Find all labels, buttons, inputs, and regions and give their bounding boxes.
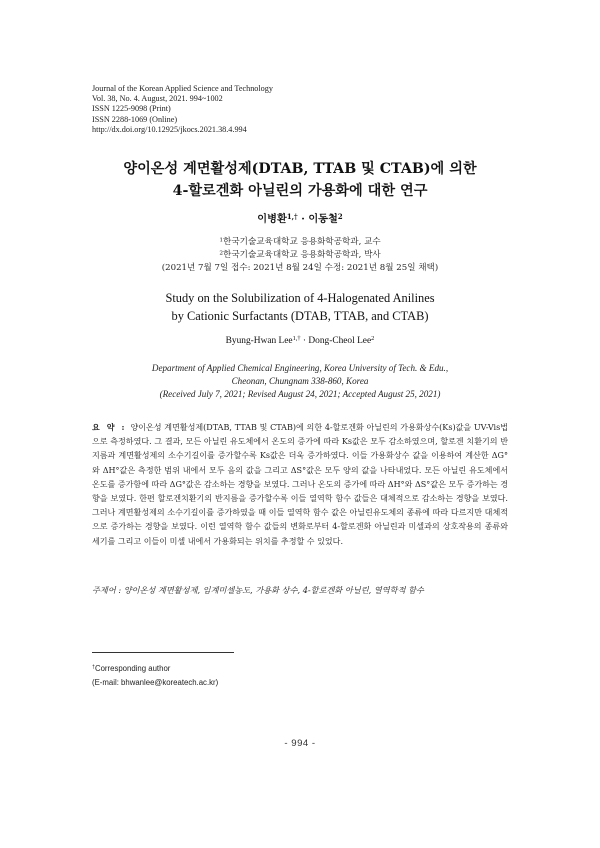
abstract: [92, 420, 508, 549]
journal-issn-print: ISSN 1225-9098 (Print): [92, 104, 171, 114]
affiliation-english: [0, 362, 600, 402]
journal-doi: http://dx.doi.org/10.12925/jkocs.2021.38.4.994: [92, 124, 247, 134]
abstract-text: 양이온성 계면활성제(DTAB, TTAB 및 CTAB)에 의한 4-할로겐화 아닐린의 가용화상수(Ks)값을 UV-Vis법으로 측정하였다. 그 결과, 모든 아닐린 유도체에서 온도의 증가에 따라 Ks값은 모두 감소하였으며, 할로겐 치환기의 반지름과 계면활성제의 소수기길이를 증가할수록 Ks값은 더욱 증가하였다. 이들 가용화상수 값을 이용하여 계산한 ΔG°와 ΔH°값은 측정한 범위 내에서 모두 음의 값을 그리고 ΔS°값은 모두 양의 값을 나타내었다. 모든 아닐린 유도체에서 온도를 증가함에 따라 ΔG°값은 감소하는 경향을 보였다. 그러나 온도의 증가에 따라 ΔH°와 ΔS°값은 모두 증가하는 경향을 보였다. 한편 할로겐치환기의 반지름을 증가할수록 이들 열역학 함수 값들은 대체적으로 감소하는 경향을 보였다. 그러나 계면활성제의 소수기길이를 증가하였을 때 이들 열역학 함수 값은 아닐린유도체의 종류에 따라 다르지만 대체적으로 증가하는 경향을 보였다. 이런 열역학 함수 값들의 변화로부터 4-할로겐화 아닐린과 미셀과의 상호작용의 종류와 세기를 그리고 이들이 미셀 내에서 가용화되는 위치를 추정할 수 있었다.: [92, 423, 508, 546]
author-english-2-sup: 2: [371, 335, 375, 343]
authors-korean: [0, 210, 600, 225]
title-korean: [0, 158, 600, 202]
affiliation-korean-1: [0, 236, 600, 249]
author-korean-1-sup: 1,†: [286, 211, 298, 221]
affiliation-1-num: 1: [219, 237, 224, 244]
page-number: - 994 -: [284, 738, 316, 749]
journal-issn-online: ISSN 2288-1069 (Online): [92, 114, 178, 124]
title-english: [0, 290, 600, 325]
affiliation-2-text: 한국기술교육대학교 응용화학공학과, 박사: [223, 250, 381, 261]
author-separator-en: ·: [300, 336, 309, 346]
abstract-label: 요 약 :: [92, 422, 127, 432]
footnote: [92, 662, 218, 689]
journal-name: Journal of the Korean Applied Science and Technology: [92, 84, 273, 93]
affiliations-korean: [0, 236, 600, 276]
title-english-line1: Study on the Solubilization of 4-Halogenated Anilines: [165, 291, 435, 305]
affiliation-1-text: 한국기술교육대학교 응용화학공학과, 교수: [223, 237, 381, 247]
author-separator: ·: [297, 213, 309, 225]
dagger-mark: †: [92, 664, 95, 671]
title-korean-line1: 양이온성 계면활성제(DTAB, TTAB 및 CTAB)에 의한: [123, 161, 477, 177]
corresponding-email: (E-mail: bhwanlee@koreatech.ac.kr): [92, 677, 219, 687]
dates-english: (Received July 7, 2021; Revised August 24, 2021; Accepted August 25, 2021): [159, 389, 441, 400]
dates-korean: (2021년 7월 7일 접수: 2021년 8월 24일 수정: 2021년 8월 25일 채택): [161, 263, 439, 274]
author-korean-1: 이병환: [257, 213, 287, 225]
affiliation-english-line1: Department of Applied Chemical Engineering, Korea University of Tech. & Edu.,: [151, 363, 449, 373]
keywords: 주제어 : 양이온성 계면활성제, 임계미셀농도, 가용화 상수, 4-할로겐화 아닐린, 열역학적 함수: [92, 585, 424, 595]
journal-header: [92, 84, 273, 135]
title-english-line2: by Cationic Surfactants (DTAB, TTAB, and CTAB): [171, 308, 429, 323]
corresponding-label: Corresponding author: [94, 664, 171, 673]
journal-volume: Vol. 38, No. 4. August, 2021. 994~1002: [92, 94, 223, 104]
author-korean-2: 이동철: [308, 213, 338, 225]
affiliation-korean-2: [0, 249, 600, 262]
author-english-1-sup: 1,†: [292, 335, 301, 343]
authors-english: [0, 336, 600, 346]
footnote-divider: [92, 652, 234, 653]
title-korean-line2: 4-할로겐화 아닐린의 가용화에 대한 연구: [172, 183, 428, 199]
author-english-1: Byung-Hwan Lee: [225, 336, 293, 346]
author-korean-2-sup: 2: [337, 211, 343, 221]
author-english-2: Dong-Cheol Lee: [308, 336, 372, 346]
corresponding-author: [92, 662, 218, 676]
affiliation-english-line2: Cheonan, Chungnam 338-860, Korea: [231, 376, 369, 387]
affiliation-2-num: 2: [219, 250, 224, 257]
